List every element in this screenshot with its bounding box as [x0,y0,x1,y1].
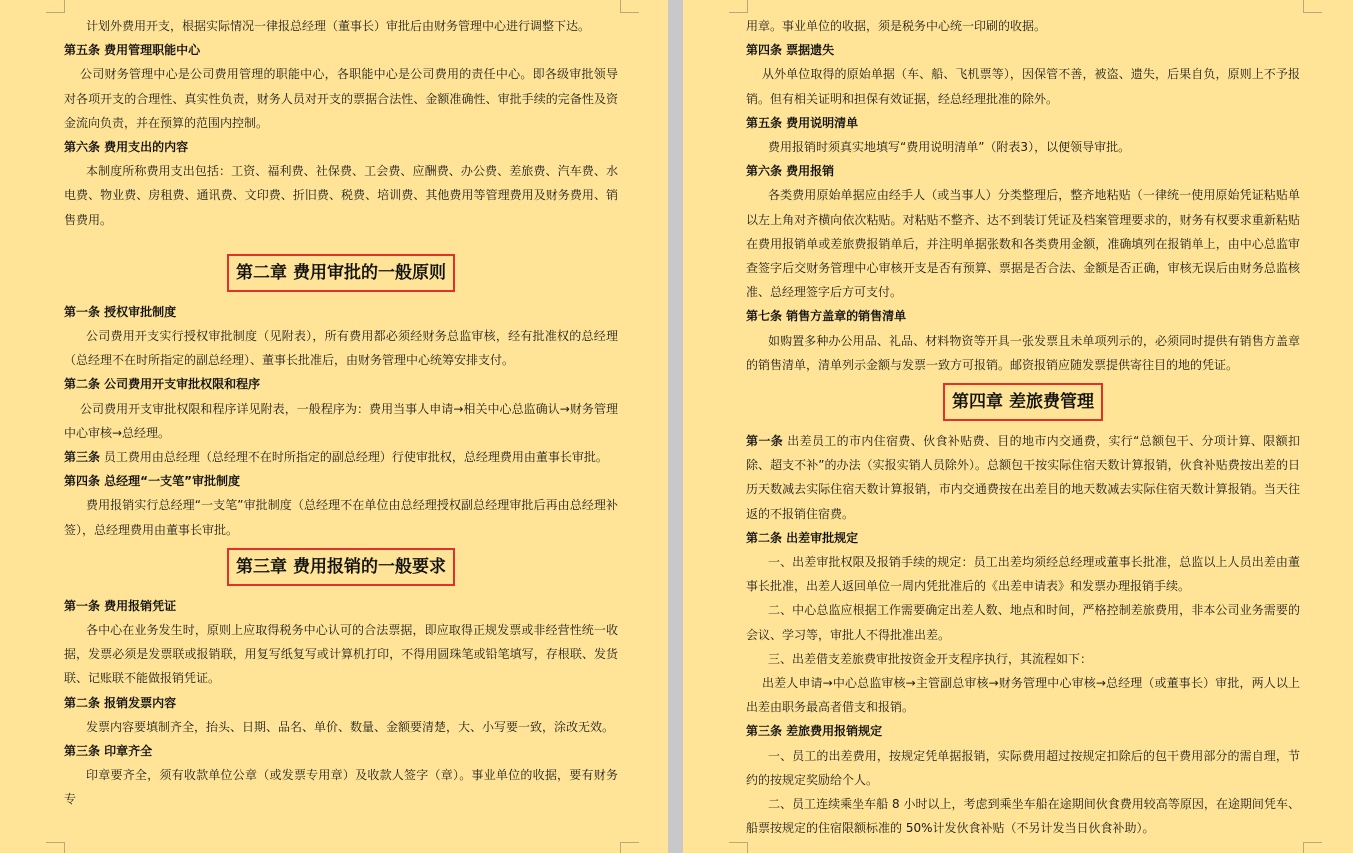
page-corner-mark [46,0,65,13]
article-heading: 第一条 费用报销凭证 [64,598,177,613]
article-heading: 第三条 差旅费用报销规定 [746,724,883,739]
chapter-heading-row [64,548,618,586]
body-paragraph: 第三条 员工费用由总经理（总经理不在时所指定的副总经理）行使审批权，总经理费用由董事长审批。 [64,450,608,465]
page-corner-mark [1303,842,1322,853]
article-heading: 第六条 费用报销 [746,164,835,179]
body-paragraph: 一、出差审批权限及报销手续的规定：员工出差均须经总经理或董事长批准，总监以上人员出差由董事长批准，出差人返回单位一周内凭批准后的《出差申请表》和发票办理报销手续。 [746,555,1300,594]
body-paragraph: 发票内容要填制齐全，抬头、日期、品名、单价、数量、金额要清楚，大、小写要一致，涂改无效。 [86,719,615,734]
article-number: 第一条 [746,434,784,449]
article-heading: 第四条 票据遗失 [746,43,835,58]
body-paragraph: 本制度所称费用支出包括：工资、福利费、社保费、工会费、应酬费、办公费、差旅费、汽车费、水电费、物业费、房租费、通讯费、文印费、折旧费、税费、培训费、其他费用等管理费用及财务费用、销售费用。 [64,164,618,227]
article-heading: 第七条 销售方盖章的销售清单 [746,309,907,324]
article-heading: 第一条 授权审批制度 [64,304,177,319]
article-heading: 第二条 公司费用开支审批权限和程序 [64,377,261,392]
body-paragraph: 公司费用开支实行授权审批制度（见附表），所有费用都必须经财务总监审核，经有批准权的总经理（总经理不在时所指定的副总经理）、董事长批准后，由财务管理中心统筹安排支付。 [64,329,618,368]
page-corner-mark [620,842,639,853]
body-paragraph: 计划外费用开支，根据实际情况一律报总经理（董事长）审批后由财务管理中心进行调整下达。 [86,19,591,33]
document-page-right [683,0,1353,853]
chapter-heading-row [64,254,618,292]
page-corner-mark [1303,0,1322,13]
chapter-title: 第二章 费用审批的一般原则 [227,254,455,292]
article-heading: 第五条 费用管理职能中心 [64,43,201,58]
article-heading: 第二条 出差审批规定 [746,530,859,545]
page-corner-mark [620,0,639,13]
body-paragraph: 三、出差借支差旅费审批按资金开支程序执行，其流程如下： [768,651,1093,666]
article-heading: 第三条 印章齐全 [64,744,153,759]
body-paragraph: 公司财务管理中心是公司费用管理的职能中心，各职能中心是公司费用的责任中心。即各级审批领导对各项开支的合理性、真实性负责，财务人员对开支的票据合法性、金额准确性、审批手续的完备性及资金流向负责，并在预算的范围内控制。 [64,67,618,130]
article-heading: 第五条 费用说明清单 [746,115,859,130]
body-paragraph: 二、中心总监应根据工作需要确定出差人数、地点和时间，严格控制差旅费用，非本公司业务需要的会议、学习等，审批人不得批准出差。 [746,603,1300,642]
article-heading: 第四条 总经理“一支笔”审批制度 [64,474,240,489]
article-number: 第三条 [64,450,101,465]
chapter-title: 第四章 差旅费管理 [943,383,1103,421]
body-paragraph: 二、员工连续乘坐车船 8 小时以上，考虑到乘坐车船在途期间伙食费用较高等原因，在途期间凭车、船票按规定的住宿限额标准的 50%计发伙食补贴（不另计发当日伙食补助）。 [746,797,1300,836]
page-corner-mark [46,842,65,853]
page-body [64,14,618,812]
body-paragraph: 一、员工的出差费用，按规定凭单据报销，实际费用超过按规定扣除后的包干费用部分的需自理，节约的按规定奖励给个人。 [746,748,1300,787]
body-paragraph: 各类费用原始单据应由经手人（或当事人）分类整理后，整齐地粘贴（一律统一使用原始凭证粘贴单以左上角对齐横向依次粘贴。对粘贴不整齐、达不到装订凭证及档案管理要求的，财务有权要求重新粘贴在费用报销单或差旅费报销单后，并注明单据张数和各类费用金额，准确填列在报销单上，由中心总监审查签字后交财务管理中心审核开支是否有预算、票据是否合法、金额是否正确，审核无误后由财务总监核准、总经理签字后方可支付。 [746,188,1300,300]
chapter-heading-row [746,383,1300,421]
body-paragraph: 第一条 出差员工的市内住宿费、伙食补贴费、目的地市内交通费，实行“总额包干、分项计算、限额扣除、超支不补”的办法（实报实销人员除外）。总额包干按实际住宿天数计算报销，伙食补贴费按出差的日历天数减去实际住宿天数计算报销，市内交通费按在出差目的地天数减去实际住宿天数计算报销。当天往返的不报销住宿费。 [746,434,1300,521]
body-paragraph: 公司费用开支审批权限和程序详见附表，一般程序为：费用当事人申请→相关中心总监确认→财务管理中心审核→总经理。 [64,401,618,440]
body-paragraph: 费用报销时须真实地填写“费用说明清单”（附表3），以便领导审批。 [768,140,1131,155]
page-corner-mark [729,842,748,853]
body-paragraph: 费用报销实行总经理“一支笔”审批制度（总经理不在单位由总经理授权副总经理审批后再由总经理补签），总经理费用由董事长审批。 [64,498,618,537]
page-body [746,14,1300,841]
article-heading: 第六条 费用支出的内容 [64,140,189,155]
page-corner-mark [729,0,748,13]
article-heading: 第二条 报销发票内容 [64,695,177,710]
body-paragraph: 用章。事业单位的收据，须是税务中心统一印刷的收据。 [746,19,1047,33]
body-paragraph: 如购置多种办公用品、礼品、材料物资等开具一张发票且未单项列示的，必须同时提供有销售方盖章的销售清单，清单列示金额与发票一致方可报销。邮资报销应随发票提供寄往目的地的凭证。 [746,333,1300,372]
chapter-title: 第三章 费用报销的一般要求 [227,548,455,586]
body-paragraph: 印章要齐全，须有收款单位公章（或发票专用章）及收款人签字（章）。事业单位的收据，要有财务专 [64,768,618,807]
body-paragraph: 出差人申请→中心总监审核→主管副总审核→财务管理中心审核→总经理（或董事长）审批，两人以上出差由职务最高者借支和报销。 [746,676,1300,715]
document-page-left [0,0,668,853]
body-paragraph: 从外单位取得的原始单据（车、船、飞机票等），因保管不善，被盗、遗失，后果自负，原则上不予报销。但有相关证明和担保有效证据，经总经理批准的除外。 [746,67,1300,106]
body-paragraph: 各中心在业务发生时，原则上应取得税务中心认可的合法票据，即应取得正规发票或非经营性统一收据，发票必须是发票联或报销联，用复写纸复写或计算机打印，不得用圆珠笔或铅笔填写，存根联、发货联、记账联不能做报销凭证。 [64,623,618,686]
